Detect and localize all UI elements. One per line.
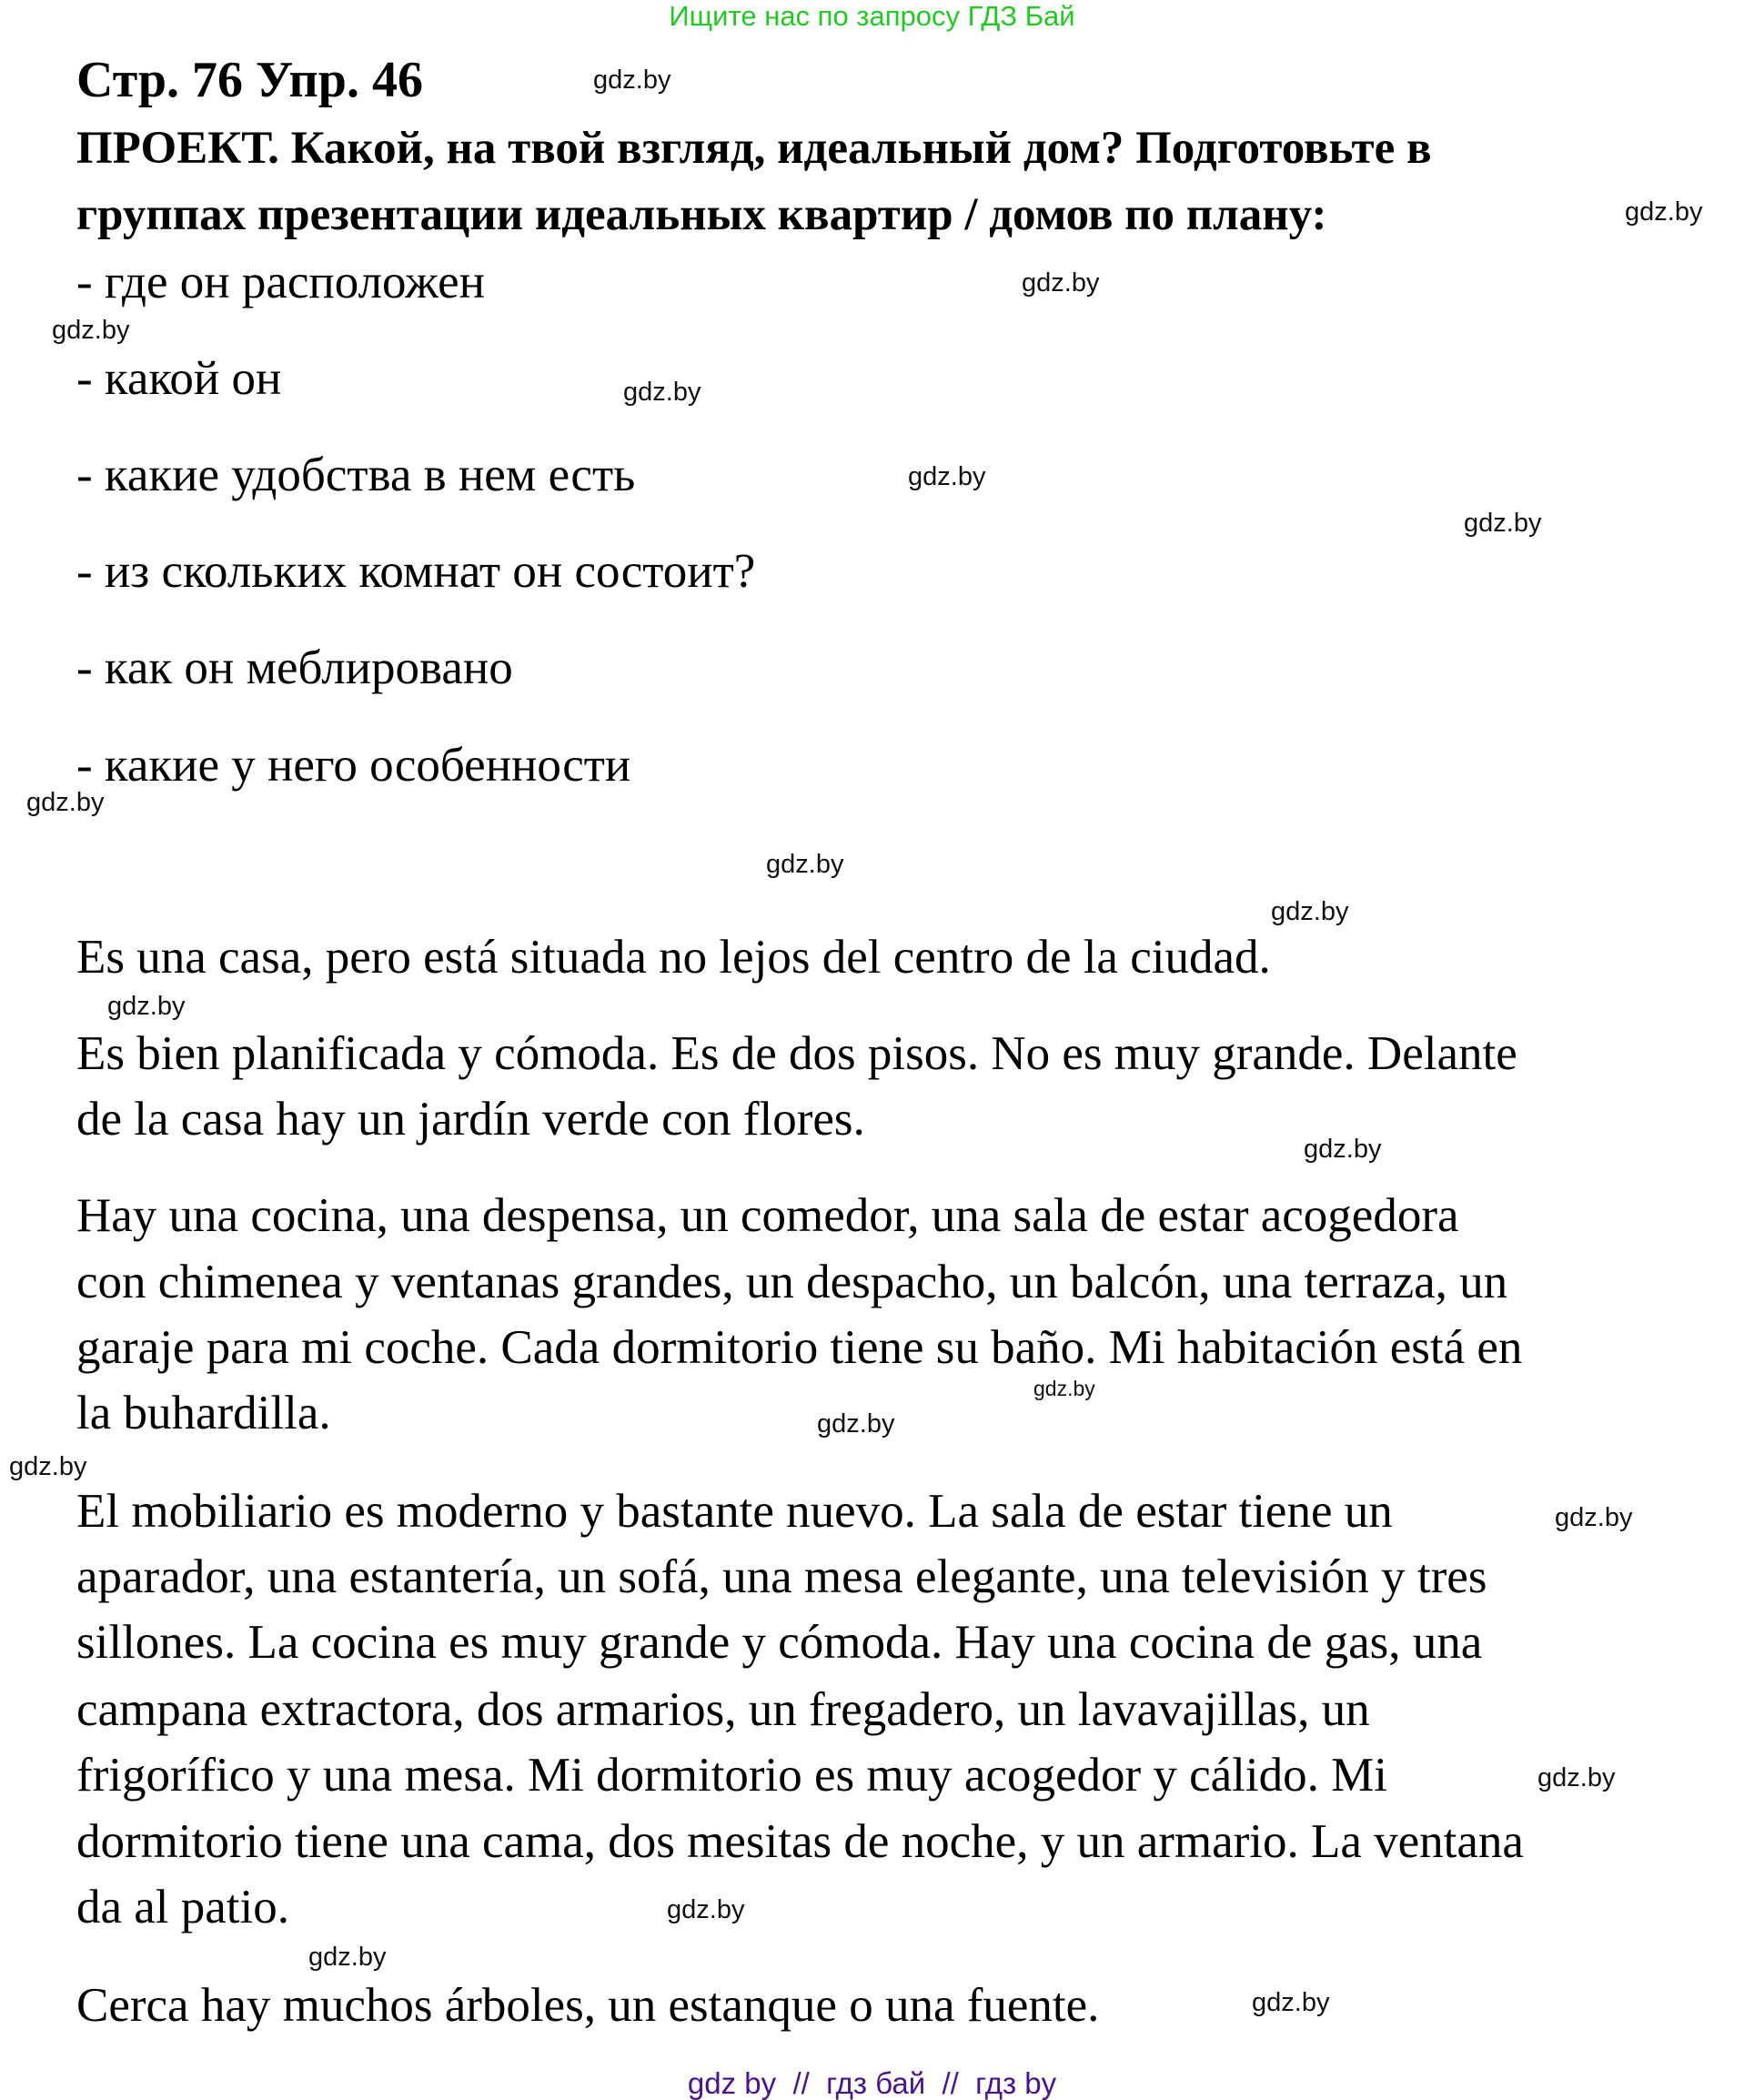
watermark: gdz.by	[1271, 897, 1349, 926]
watermark: gdz.by	[1033, 1377, 1095, 1400]
promo-banner-bottom: gdz by // гдз бай // гдз by	[687, 2066, 1057, 2100]
watermark: gdz.by	[26, 788, 105, 817]
watermark: gdz.by	[107, 992, 186, 1021]
watermark: gdz.by	[623, 378, 701, 407]
plan-item: - как он меблировано	[76, 641, 513, 694]
watermark: gdz.by	[908, 462, 986, 491]
answer-line: El mobiliario es moderno y bastante nuevo. La sala de estar tiene un	[76, 1485, 1393, 1538]
answer-line: aparador, una estantería, un sofá, una mesa elegante, una televisión y tres	[76, 1550, 1487, 1603]
plan-item: - какой он	[76, 352, 282, 405]
watermark: gdz.by	[817, 1409, 895, 1439]
plan-item: - какие у него особенности	[76, 739, 631, 792]
watermark: gdz.by	[52, 316, 130, 345]
answer-line: Es bien planificada y cómoda. Es de dos pisos. No es muy grande. Delante	[76, 1027, 1517, 1080]
answer-line: Cerca hay muchos árboles, un estanque o una fuente.	[76, 1979, 1100, 2032]
answer-line: Hay una cocina, una despensa, un comedor, una sala de estar acogedora	[76, 1189, 1459, 1242]
answer-line: sillones. La cocina es muy grande y cómoda. Hay una cocina de gas, una	[76, 1616, 1483, 1669]
answer-line: la buhardilla.	[76, 1387, 331, 1439]
answer-line: da al patio.	[76, 1881, 289, 1933]
watermark: gdz.by	[593, 66, 671, 95]
watermark: gdz.by	[308, 1943, 387, 1972]
answer-line: de la casa hay un jardín verde con flores.	[76, 1093, 865, 1146]
promo-banner-top: Ищите нас по запросу ГДЗ Бай	[669, 0, 1075, 32]
watermark: gdz.by	[9, 1452, 87, 1481]
watermark: gdz.by	[766, 850, 844, 879]
answer-line: Es una casa, pero está situada no lejos del centro de la ciudad.	[76, 931, 1271, 984]
page-title: Стр. 76 Упр. 46	[76, 52, 423, 108]
task-line-2: группах презентации идеальных квартир / домов по плану:	[76, 189, 1327, 240]
watermark: gdz.by	[1252, 1988, 1330, 2017]
watermark: gdz.by	[1464, 509, 1542, 538]
task-line-1: ПРОЕКТ. Какой, на твой взгляд, идеальный дом? Подготовьте в	[76, 123, 1432, 174]
answer-line: con chimenea y ventanas grandes, un despacho, un balcón, una terraza, un	[76, 1256, 1508, 1308]
watermark: gdz.by	[667, 1895, 745, 1924]
plan-item: - какие удобства в нем есть	[76, 449, 636, 501]
answer-line: campana extractora, dos armarios, un fregadero, un lavavajillas, un	[76, 1683, 1370, 1736]
answer-line: frigorífico y una mesa. Mi dormitorio es muy acogedor y cálido. Mi	[76, 1749, 1387, 1802]
watermark: gdz.by	[1022, 268, 1100, 298]
answer-line: garaje para mi coche. Cada dormitorio tiene su baño. Mi habitación está en	[76, 1321, 1523, 1374]
plan-item: - где он расположен	[76, 256, 485, 308]
watermark: gdz.by	[1555, 1503, 1633, 1532]
watermark: gdz.by	[1537, 1763, 1616, 1792]
answer-line: dormitorio tiene una cama, dos mesitas de noche, y un armario. La ventana	[76, 1815, 1524, 1868]
watermark: gdz.by	[1625, 197, 1703, 227]
watermark: gdz.by	[1304, 1135, 1382, 1164]
plan-item: - из скольких комнат он состоит?	[76, 545, 756, 598]
